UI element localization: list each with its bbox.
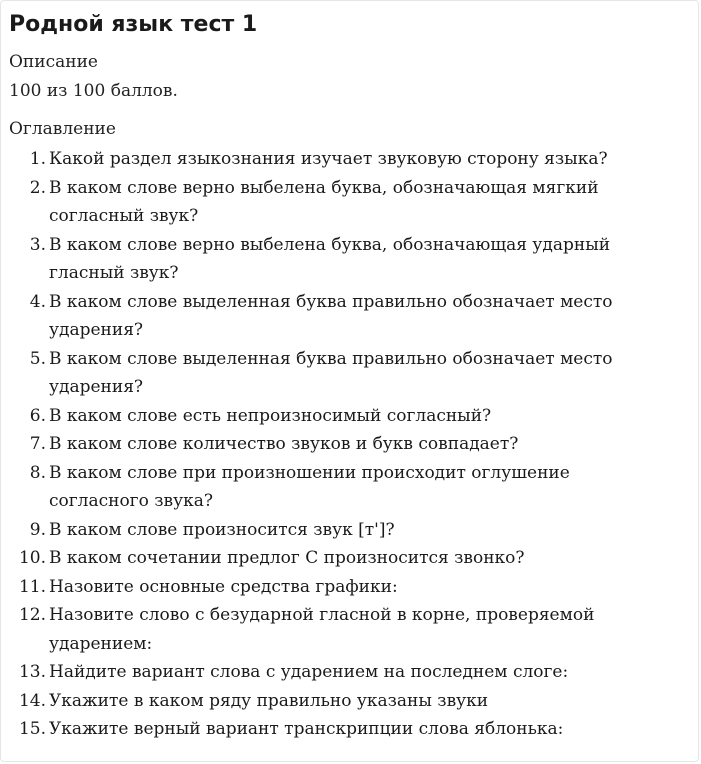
toc-item-text[interactable]: Назовите слово с безударной гласной в корне, проверяемой ударением: bbox=[49, 605, 595, 654]
toc-item-text[interactable]: Найдите вариант слова с ударением на последнем слоге: bbox=[49, 662, 569, 682]
toc-item-number: 8. bbox=[29, 462, 46, 483]
toc-item-text[interactable]: В каком слове выделенная буква правильно обозначает место ударения? bbox=[49, 291, 613, 340]
toc-item-text[interactable]: В каком слове количество звуков и букв совпадает? bbox=[49, 434, 519, 454]
page-title: Родной язык тест 1 bbox=[9, 12, 258, 37]
toc-item-text[interactable]: В каком слове верно выбелена буква, обозначающая ударный гласный звук? bbox=[49, 234, 611, 283]
toc-item[interactable] bbox=[9, 174, 669, 231]
toc-item[interactable] bbox=[9, 573, 669, 602]
toc-item-text[interactable]: Укажите в каком ряду правильно указаны звуки bbox=[49, 690, 489, 711]
toc-item-number: 9. bbox=[29, 519, 46, 540]
toc-item-text[interactable]: Укажите верный вариант транскрипции слова яблонька: bbox=[49, 719, 564, 739]
description-label: Описание bbox=[9, 52, 98, 72]
toc-item-number: 11. bbox=[18, 576, 46, 597]
toc-item-number: 13. bbox=[18, 662, 46, 682]
toc-item-number: 5. bbox=[29, 348, 46, 369]
toc-item[interactable] bbox=[9, 687, 669, 716]
toc-item[interactable] bbox=[9, 715, 669, 744]
toc-item-number: 1. bbox=[29, 149, 46, 169]
score-text: 100 из 100 баллов. bbox=[9, 81, 178, 101]
table-of-contents bbox=[9, 145, 669, 744]
toc-item[interactable] bbox=[9, 601, 669, 658]
toc-item-number: 7. bbox=[29, 434, 46, 454]
toc-item-number: 15. bbox=[18, 719, 46, 739]
toc-item-number: 14. bbox=[18, 690, 46, 711]
toc-item[interactable] bbox=[9, 544, 669, 573]
toc-item-text[interactable]: В каком слове верно выбелена буква, обозначающая мягкий согласный звук? bbox=[49, 177, 599, 226]
toc-item-number: 3. bbox=[29, 234, 46, 255]
toc-item[interactable] bbox=[9, 430, 669, 459]
toc-item-text[interactable]: Какой раздел языкознания изучает звуковую сторону языка? bbox=[49, 149, 608, 169]
toc-item-text[interactable]: В каком слове есть непроизносимый согласный? bbox=[49, 405, 492, 426]
toc-item-number: 10. bbox=[18, 548, 46, 568]
toc-item-text[interactable]: В каком слове при произношении происходит оглушение согласного звука? bbox=[49, 462, 570, 511]
toc-item-text[interactable]: Назовите основные средства графики: bbox=[49, 576, 398, 597]
toc-label: Оглавление bbox=[9, 119, 116, 139]
toc-item[interactable] bbox=[9, 345, 669, 402]
toc-item-text[interactable]: В каком слове произносится звук [т']? bbox=[49, 519, 395, 540]
toc-item[interactable] bbox=[9, 145, 669, 174]
toc-item[interactable] bbox=[9, 658, 669, 687]
toc-item[interactable] bbox=[9, 231, 669, 288]
toc-item[interactable] bbox=[9, 459, 669, 516]
toc-item-number: 2. bbox=[29, 177, 46, 198]
toc-item[interactable] bbox=[9, 402, 669, 431]
toc-item-text[interactable]: В каком сочетании предлог С произносится звонко? bbox=[49, 548, 525, 568]
toc-item[interactable] bbox=[9, 516, 669, 545]
toc-item[interactable] bbox=[9, 288, 669, 345]
toc-item-number: 4. bbox=[29, 291, 46, 312]
toc-item-number: 6. bbox=[29, 405, 46, 426]
toc-item-text[interactable]: В каком слове выделенная буква правильно обозначает место ударения? bbox=[49, 348, 613, 397]
toc-item-number: 12. bbox=[18, 605, 46, 625]
